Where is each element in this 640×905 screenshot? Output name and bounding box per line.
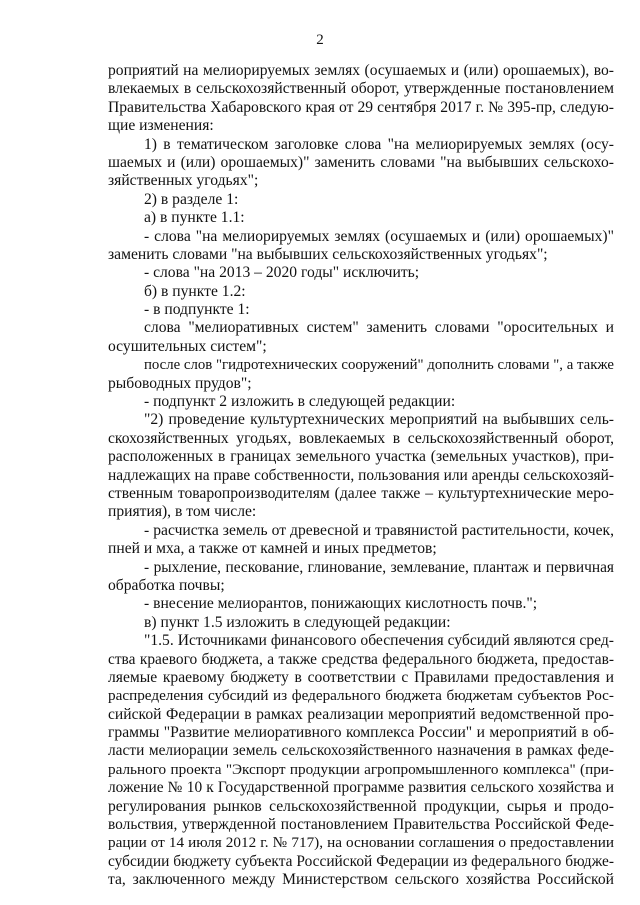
text-line: слова "мелиоративных систем" заменить словами "оросительных и (144, 319, 614, 337)
text-line: вольствия, утвержденной постановлением Правительства Российской Феде- (108, 816, 614, 834)
text-line: б) в пункте 1.2: (144, 282, 246, 300)
text-line: после слов "гидротехнических сооружений" дополнить словами ", а также (144, 357, 614, 374)
text-line: Правительства Хабаровского края от 29 сентября 2017 г. № 395-пр, следую- (108, 98, 614, 116)
text-line: обработка почвы; (108, 576, 225, 594)
text-line: рыбоводных прудов"; (108, 374, 252, 392)
text-line: рации от 14 июля 2012 г. № 717), на основании соглашения о предоставлении (108, 834, 614, 852)
text-line: рального проекта "Экспорт продукции агропромышленного комплекса" (при- (108, 760, 614, 778)
text-line: - подпункт 2 изложить в следующей редакции: (144, 393, 456, 411)
text-line: шаемых и (или) орошаемых)" заменить словами "на выбывших сельскохо- (108, 153, 614, 171)
text-line: 2) в разделе 1: (144, 190, 239, 208)
text-line: распределения субсидий из федерального бюджета бюджетам субъектов Рос- (108, 687, 614, 705)
text-line: - слова "на мелиорируемых землях (осушаемых и (или) орошаемых)" (144, 227, 614, 245)
text-line: ляемые краевому бюджету в соответствии с Правилами предоставления и (108, 668, 614, 686)
text-line: 1) в тематическом заголовке слова "на мелиорируемых землях (осу- (144, 135, 614, 153)
text-line: граммы "Развитие мелиоративного комплекса России" и мероприятий в об- (108, 724, 614, 742)
text-line: - расчистка земель от древесной и травянистой растительности, кочек, (144, 521, 614, 539)
text-line: ласти мелиорации земель сельскохозяйственного назначения в рамках феде- (108, 742, 614, 760)
text-line: та, заключенного между Министерством сельского хозяйства Российской (108, 871, 614, 889)
text-line: - рыхление, пескование, глинование, землевание, плантаж и первичная (144, 558, 614, 576)
text-line: в) пункт 1.5 изложить в следующей редакции: (144, 613, 451, 631)
text-line: субсидии бюджету субъекта Российской Федерации из федерального бюдже- (108, 852, 614, 870)
text-line: ственным товаропроизводителям (далее также – культуртехнические меро- (108, 484, 614, 502)
text-line: скохозяйственных угодьях, вовлекаемых в сельскохозяйственный оборот, (108, 429, 614, 447)
text-line: влекаемых в сельскохозяйственный оборот, утвержденные постановлением (108, 80, 614, 98)
text-line: ложение № 10 к Государственной программе развития сельского хозяйства и (108, 779, 614, 797)
text-line: - слова "на 2013 – 2020 годы" исключить; (144, 264, 420, 282)
text-line: заменить словами "на выбывших сельскохозяйственных угодьях"; (108, 245, 548, 263)
text-line: зяйственных угодьях"; (108, 172, 259, 190)
page-number: 2 (316, 32, 324, 48)
text-line: регулирования рынков сельскохозяйственной продукции, сырья и продо- (108, 797, 614, 815)
text-line: щие изменения: (108, 117, 214, 135)
text-line: сийской Федерации в рамках реализации мероприятий ведомственной про- (108, 705, 614, 723)
text-line: приятия), в том числе: (108, 503, 257, 521)
text-line: роприятий на мелиорируемых землях (осушаемых и (или) орошаемых), во- (108, 62, 614, 79)
text-line: ства краевого бюджета, а также средства федерального бюджета, предостав- (108, 650, 614, 668)
text-line: надлежащих на праве собственности, пользования или аренды сельскохозяй- (108, 466, 614, 484)
text-line: - внесение мелиорантов, понижающих кислотность почв."; (144, 595, 538, 613)
document-body (108, 62, 614, 890)
text-line: осушительных систем"; (108, 337, 267, 355)
text-line: расположенных в границах земельного участка (земельных участков), при- (108, 448, 614, 466)
text-line: а) в пункте 1.1: (144, 209, 245, 227)
text-line: "1.5. Источниками финансового обеспечения субсидий являются сред- (144, 632, 614, 650)
text-line: "2) проведение культуртехнических мероприятий на выбывших сель- (144, 411, 614, 429)
text-line: - в подпункте 1: (144, 301, 250, 319)
text-line: пней и мха, а также от камней и иных предметов; (108, 540, 437, 558)
